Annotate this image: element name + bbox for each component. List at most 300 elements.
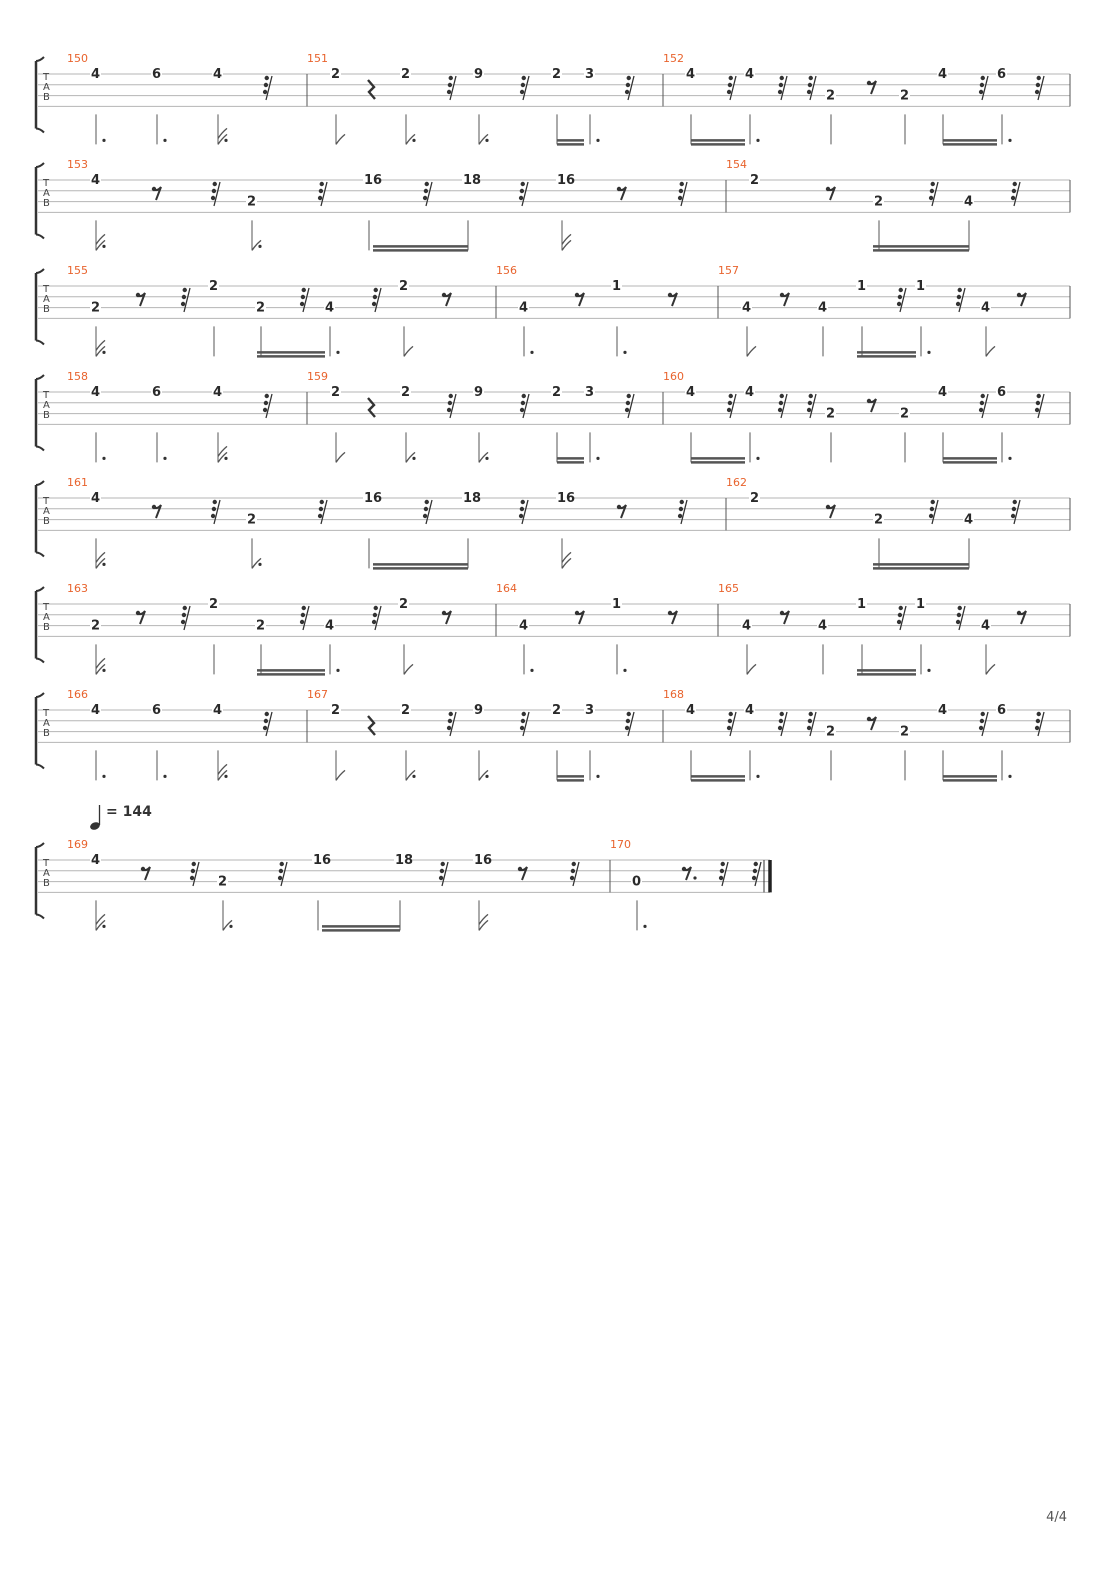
fret-number: 6 [997,703,1007,718]
fret-number: 2 [552,67,562,82]
rest-dot [520,507,524,511]
fret-number: 2 [900,724,910,740]
rest-dot [212,189,216,193]
rest-dot [183,606,187,610]
note-aug-dot [102,139,105,142]
rest-dot [721,862,725,866]
rest-dot [181,620,185,624]
rest-dot [807,408,811,412]
note-aug-dot [756,775,759,778]
rest-dot [265,712,269,716]
rest-dot [980,719,984,723]
rest-dot [263,408,267,412]
fret-number: 16 [364,491,383,506]
rest-aug-dot [693,876,696,879]
system-bracket-bottom [36,129,44,133]
fret-number: 4 [91,173,101,188]
rest-dot [263,726,267,730]
rest-dot [136,293,140,297]
rest-dot [679,507,683,511]
rest-dot [212,507,216,511]
fret-number: 3 [585,385,595,400]
rest-dot [372,302,376,306]
rest-dot [1037,712,1041,716]
fret-number: 16 [313,853,332,868]
rest-dot [183,288,187,292]
rest-dot [809,394,813,398]
fret-number: 2 [256,618,266,634]
rest-dot [779,83,783,87]
rest-dot [575,293,579,297]
rest-dot [979,726,983,730]
fret-number: 4 [325,300,335,316]
note-flag [404,346,413,356]
rest-dot [278,876,282,880]
tab-clef-letter: T [43,858,50,869]
fret-number: 2 [401,385,411,400]
fret-number: 2 [331,67,341,82]
rest-dot [211,514,215,518]
rest-dot [617,187,621,191]
rest-dot [625,726,629,730]
rest-dot [447,90,451,94]
rest-dot [1011,514,1015,518]
measure-number: 153 [67,158,88,171]
rest-dot [778,726,782,730]
rest-dot [897,620,901,624]
rest-dot [373,613,377,617]
tab-clef-letter: T [43,284,50,295]
fret-number: 4 [818,618,828,634]
note-flag [336,134,345,144]
rest-dot [898,295,902,299]
measure-number: 158 [67,370,88,383]
rest-dot [808,83,812,87]
tab-clef-letter: A [43,506,50,517]
rest-dot [211,196,215,200]
rest-dot [264,83,268,87]
fret-number: 4 [91,853,101,868]
tab-system [36,158,1070,250]
fret-number: 4 [938,385,948,400]
rest-dot [1036,83,1040,87]
fret-number: 18 [463,491,482,506]
rest-dot [425,182,429,186]
rest-dot [141,867,145,871]
rest-dot [302,606,306,610]
rest-dot [447,408,451,412]
note-aug-dot [258,245,261,248]
tempo-value: = 144 [106,804,152,820]
fret-number: 2 [750,491,760,506]
note-flag2 [479,914,488,924]
rest-dot [678,196,682,200]
rest-dot [571,869,575,873]
measure-number: 166 [67,688,88,701]
fret-number: 2 [209,597,219,612]
fret-number: 1 [612,597,622,612]
rest-dot [1036,401,1040,405]
fret-number: 4 [213,67,223,82]
rest-dot [899,288,903,292]
fret-number: 6 [997,67,1007,82]
measure-number: 167 [307,688,328,701]
fret-number: 4 [91,703,101,718]
fret-number: 2 [218,874,228,890]
tab-clef-letter: T [43,72,50,83]
rest-dot [719,876,723,880]
measure-number: 150 [67,52,88,65]
rest-dot [680,182,684,186]
note-aug-dot [412,139,415,142]
rest-dot [521,401,525,405]
rest-dot [374,606,378,610]
rest-dot [1017,611,1021,615]
note-flag [747,346,756,356]
fret-number: 2 [91,300,101,316]
fret-number: 1 [857,597,867,612]
system-bracket-bottom [36,915,44,919]
fret-number: 2 [247,194,257,210]
rest-dot [320,500,324,504]
rest-dot [520,408,524,412]
rest-dot [1035,90,1039,94]
system-bracket-bottom [36,659,44,663]
rest-dot [898,613,902,617]
note-flag2 [218,446,227,456]
rest-dot [522,394,526,398]
tab-clef-letter: A [43,400,50,411]
measure-number: 169 [67,838,88,851]
fret-number: 4 [745,703,755,718]
fret-number: 4 [938,703,948,718]
rest-dot [679,189,683,193]
rest-dot [753,869,757,873]
rest-dot [372,620,376,624]
note-aug-dot [596,775,599,778]
rest-dot [320,182,324,186]
fret-number: 2 [826,406,836,422]
rest-dot [727,726,731,730]
rest-dot [980,83,984,87]
tab-system [36,582,1070,674]
fret-number: 4 [213,703,223,718]
rest-dot [780,293,784,297]
rest-dot [423,514,427,518]
fret-number: 4 [519,618,529,634]
rest-dot [519,196,523,200]
fret-number: 6 [152,385,162,400]
rest-dot [265,76,269,80]
note-aug-dot [102,457,105,460]
fret-number: 16 [557,491,576,506]
note-aug-dot [412,775,415,778]
rest-dot [979,90,983,94]
fret-number: 2 [750,173,760,188]
fret-number: 4 [686,385,696,400]
fret-number: 3 [585,703,595,718]
rest-dot [575,611,579,615]
system-bracket-bottom [36,447,44,451]
rest-dot [727,90,731,94]
tab-clef-letter: T [43,178,50,189]
rest-dot [780,712,784,716]
note-flag2 [96,234,105,244]
fret-number: 3 [585,67,595,82]
note-flag2 [218,128,227,138]
rest-dot [522,76,526,80]
fret-number: 16 [364,173,383,188]
rest-dot [279,869,283,873]
rest-dot [424,189,428,193]
fret-number: 2 [874,194,884,210]
fret-number: 16 [557,173,576,188]
rest-dot [519,514,523,518]
tab-clef-letter: B [43,516,50,527]
rest-dot [780,394,784,398]
fret-number: 4 [981,300,991,316]
rest-dot [449,76,453,80]
fret-number: 4 [938,67,948,82]
rest-dot [626,401,630,405]
system-bracket-bottom [36,765,44,769]
note-aug-dot [1008,457,1011,460]
measure-number: 154 [726,158,747,171]
rest-dot [301,295,305,299]
rest-dot [1013,182,1017,186]
rest-dot [808,719,812,723]
note-flag [986,346,995,356]
rest-dot [668,611,672,615]
rest-dot [182,613,186,617]
rest-dot [264,719,268,723]
system-bracket-bottom [36,553,44,557]
rest-dot [263,90,267,94]
fret-number: 4 [818,300,828,316]
rest-dot [423,196,427,200]
fret-number: 2 [552,385,562,400]
fret-number: 2 [399,597,409,612]
rest-dot [754,862,758,866]
rest-dot [448,401,452,405]
fret-number: 2 [552,703,562,718]
rest-dot [981,394,985,398]
measure-number: 160 [663,370,684,383]
note-flag2 [96,340,105,350]
rest-dot [720,869,724,873]
rest-dot [1012,507,1016,511]
rest-dot [809,712,813,716]
note-aug-dot [485,139,488,142]
rest-dot [424,507,428,511]
tab-clef-letter: A [43,294,50,305]
rest-dot [318,514,322,518]
note-flag2 [562,552,571,562]
tab-system [36,370,1070,462]
note-flag2 [96,914,105,924]
note-aug-dot [163,139,166,142]
fret-number: 18 [395,853,414,868]
note-flag [986,664,995,674]
tab-clef-letter: B [43,878,50,889]
rest-dot [441,862,445,866]
note-flag2 [562,234,571,244]
tab-clef-letter: B [43,198,50,209]
fret-number: 4 [964,194,974,210]
tab-clef-letter: A [43,868,50,879]
fret-number: 4 [742,618,752,634]
fret-number: 2 [91,618,101,634]
rest-dot [448,719,452,723]
note-aug-dot [102,563,105,566]
note-aug-dot [229,925,232,928]
rest-dot [318,196,322,200]
rest-dot [956,620,960,624]
rest-dot [572,862,576,866]
fret-number: 1 [916,597,926,612]
rest-dot [152,187,156,191]
measure-number: 162 [726,476,747,489]
note-aug-dot [485,457,488,460]
rest-dot [442,611,446,615]
rest-dot [625,408,629,412]
rest-dot [521,719,525,723]
rest-dot [780,611,784,615]
rest-dot [957,295,961,299]
rest-dot [867,717,871,721]
tab-clef-letter: A [43,188,50,199]
tab-clef-letter: T [43,602,50,613]
rest-dot [1012,189,1016,193]
tab-clef-letter: A [43,718,50,729]
fret-number: 6 [997,385,1007,400]
rest-dot [213,182,217,186]
note-aug-dot [102,925,105,928]
rest-dot [191,869,195,873]
system-bracket-top [36,163,44,167]
rest-dot [192,862,196,866]
note-aug-dot [596,457,599,460]
rest-dot [729,712,733,716]
system-bracket-top [36,481,44,485]
rest-dot [182,295,186,299]
rest-dot [779,719,783,723]
rest-dot [779,401,783,405]
rest-dot [680,500,684,504]
rest-dot [520,726,524,730]
measure-number: 159 [307,370,328,383]
fret-number: 4 [745,67,755,82]
note-aug-dot [596,139,599,142]
rest-dot [981,76,985,80]
tab-system [36,52,1070,144]
rest-dot [373,295,377,299]
note-aug-dot [412,457,415,460]
measure-number: 151 [307,52,328,65]
rest-dot [374,288,378,292]
rest-dot [1011,196,1015,200]
rest-dot [302,288,306,292]
rest-dot [807,726,811,730]
rest-dot [448,83,452,87]
rest-dot [931,182,935,186]
rest-dot [521,83,525,87]
rest-dot [729,76,733,80]
fret-number: 4 [519,300,529,316]
system-bracket-top [36,843,44,847]
measure-number: 161 [67,476,88,489]
note-flag2 [96,552,105,562]
rest-dot [897,302,901,306]
measure-number: 164 [496,582,517,595]
rest-dot [929,196,933,200]
fret-number: 4 [91,491,101,506]
rest-dot [521,500,525,504]
fret-number: 9 [474,385,484,400]
rest-dot [778,408,782,412]
fret-number: 4 [91,385,101,400]
rest-dot [867,81,871,85]
note-aug-dot [163,457,166,460]
note-aug-dot [102,245,105,248]
system-bracket-bottom [36,235,44,239]
rest-dot [449,712,453,716]
rest-dot [213,500,217,504]
rest-dot [808,401,812,405]
system-bracket-bottom [36,341,44,345]
rest-dot [521,182,525,186]
measure-number: 156 [496,264,517,277]
rest-dot [265,394,269,398]
tab-clef-letter: A [43,612,50,623]
note-aug-dot [163,775,166,778]
rest-dot [979,408,983,412]
note-aug-dot [927,669,930,672]
rest-dot [1013,500,1017,504]
note-flag [747,664,756,674]
fret-number: 2 [256,300,266,316]
fret-number: 4 [325,618,335,634]
rest-dot [729,394,733,398]
fret-number: 18 [463,173,482,188]
rest-dot [728,83,732,87]
fret-number: 1 [857,279,867,294]
tab-clef-letter: A [43,82,50,93]
note-aug-dot [224,457,227,460]
page-number: 4/4 [1046,1510,1067,1525]
note-aug-dot [336,351,339,354]
fret-number: 2 [826,88,836,104]
fret-number: 0 [632,874,642,890]
fret-number: 2 [826,724,836,740]
rest-dot [280,862,284,866]
fret-number: 1 [612,279,622,294]
rest-dot [300,620,304,624]
rest [368,398,375,417]
tab-system [36,264,1070,356]
rest-dot [301,613,305,617]
system-bracket-top [36,693,44,697]
rest-dot [1035,726,1039,730]
tab-clef-letter: T [43,496,50,507]
tab-clef-letter: B [43,92,50,103]
fret-number: 2 [331,703,341,718]
rest-dot [826,187,830,191]
measure-number: 168 [663,688,684,701]
note-flag [336,452,345,462]
rest-dot [520,90,524,94]
measure-number: 155 [67,264,88,277]
